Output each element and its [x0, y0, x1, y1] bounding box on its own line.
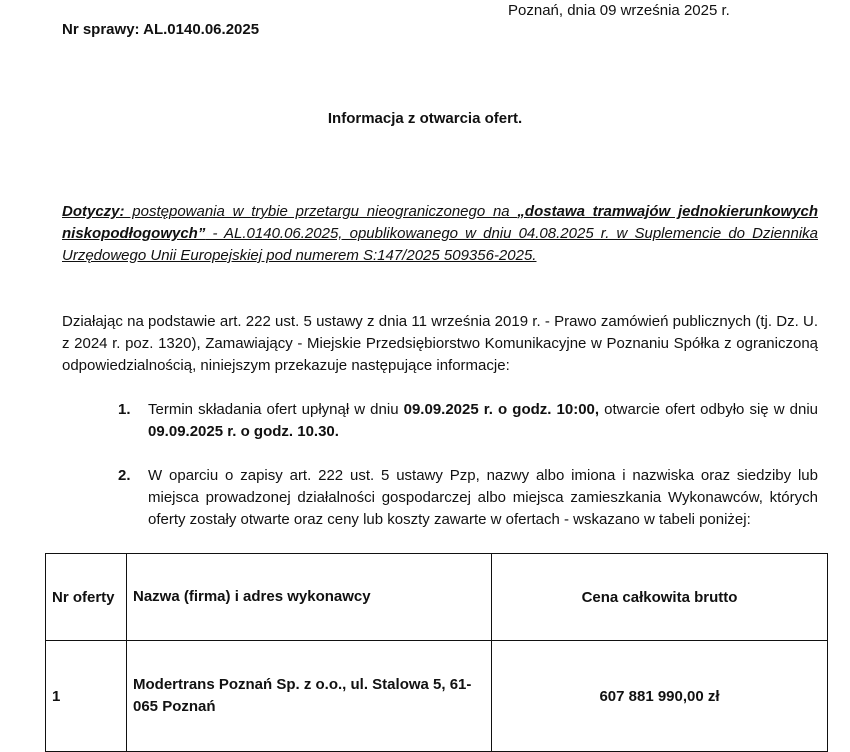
offers-table — [45, 553, 828, 752]
list-item-text: W oparciu o zapisy art. 222 ust. 5 ustawy Pzp, nazwy albo imiona i nazwiska oraz siedziby lub miejsca prowadzonej działalności gospodarczej albo miejsca zamieszkania Wykonawców, których oferty zostały otwarte oraz ceny lub koszty zawarte w ofertach - wskazano w tabeli poniżej: — [148, 467, 818, 528]
cell-contractor: Modertrans Poznań Sp. z o.o., ul. Stalowa 5, 61-065 Poznań — [127, 641, 492, 752]
list-item — [118, 399, 818, 443]
item1-part2: otwarcie ofert odbyło się w dniu — [599, 401, 818, 418]
subject-contract-name: „dostawa tramwajów jednokierunkowych niskopodłogowych” — [62, 203, 818, 242]
item1-bold2: 09.09.2025 r. o godz. 10.30. — [148, 423, 339, 440]
intro-paragraph: Działając na podstawie art. 222 ust. 5 ustawy z dnia 11 września 2019 r. - Prawo zamówień publicznych (tj. Dz. U. z 2024 r. poz. 1320), Zamawiający - Miejskie Przedsiębiorstwo Komunikacyjne w Poznaniu Spółka z ograniczoną odpowiedzialnością, niniejszym przekazuje następujące informacje: — [62, 313, 818, 374]
cell-price: 607 881 990,00 zł — [492, 641, 828, 752]
subject-label: Dotyczy: — [62, 203, 125, 220]
list-item-text — [148, 399, 818, 443]
item1-bold1: 09.09.2025 r. o godz. 10:00, — [403, 401, 600, 418]
table-header-row — [46, 554, 828, 641]
subject-text-before: postępowania w trybie przetargu nieograniczonego na — [124, 203, 518, 220]
subject-text-after: - AL.0140.06.2025, opublikowanego w dniu 04.08.2025 r. w Suplemencie do Dziennika Urzędowego Unii Europejskiej pod numerem S:147/2025 509356-2025. — [62, 225, 818, 264]
header-price: Cena całkowita brutto — [492, 554, 828, 641]
item1-part1: Termin składania ofert upłynął w dniu — [148, 401, 404, 418]
list-item-number: 1. — [118, 401, 131, 418]
subject-paragraph — [62, 201, 818, 267]
list-item — [118, 465, 818, 531]
table-row — [46, 641, 828, 752]
header-offer-number: Nr oferty — [46, 554, 127, 641]
header-contractor: Nazwa (firma) i adres wykonawcy — [127, 554, 492, 641]
list-item-number: 2. — [118, 467, 131, 484]
document-title: Informacja z otwarcia ofert. — [327, 110, 523, 127]
cell-offer-number: 1 — [46, 641, 127, 752]
document-date: Poznań, dnia 09 września 2025 r. — [508, 2, 730, 19]
case-number: Nr sprawy: AL.0140.06.2025 — [62, 21, 260, 38]
